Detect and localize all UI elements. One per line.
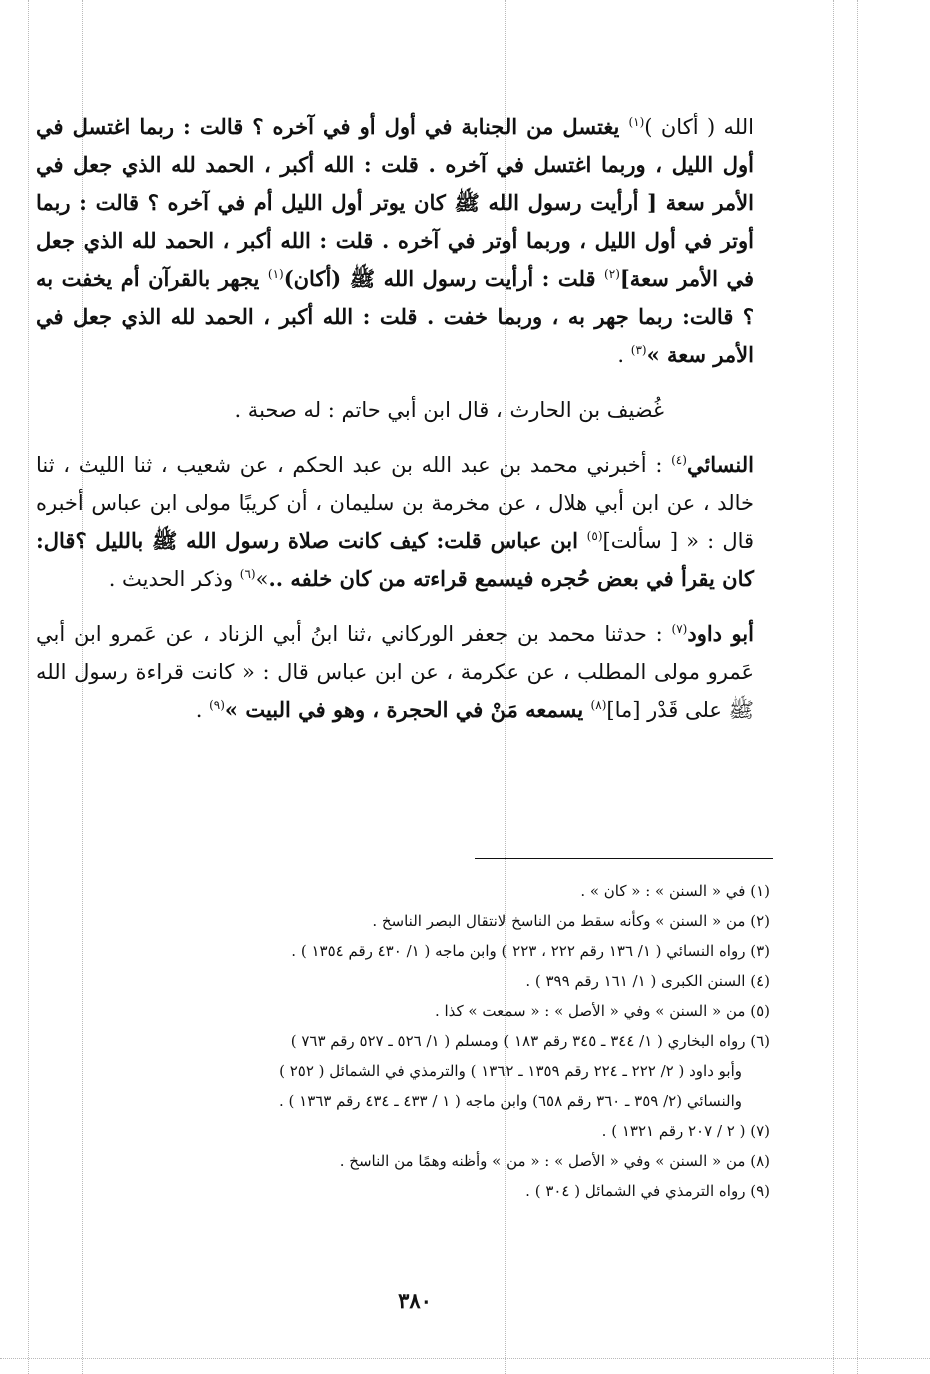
footnote-ref[interactable]: (٩) [209,698,225,712]
footnote-ref[interactable]: (٦) [239,567,256,581]
footnote-ref[interactable]: (١) [267,267,284,281]
paragraph-2 [36,391,754,429]
text-run: » [255,567,269,591]
footnote-separator [475,858,773,859]
text-run: يجهر بالقرآن أم يخفت به ؟ قالت: ربما جهر به ، وربما خفت . قلت : الله أكبر ، الحمد لله الذي جعل في الأمر سعة » [36,266,754,367]
text-run: ابن عباس قلت: كيف كانت صلاة رسول الله ﷺ بالليل ؟قال: كان يقرأ في بعض حُجره فيسمع قراءته من كان خلفه .. [36,528,754,591]
scan-guide-line [0,1358,930,1359]
footnote-ref[interactable]: (٨) [590,698,607,712]
footnote: (٣) رواه النسائي ( ١/ ١٣٦ رقم ٢٢٢ ، ٢٢٣ ) وابن ماجه ( ١/ ٤٣٠ رقم ١٣٥٤ ) . [291,942,770,960]
footnote: (٨) من « السنن » وفي « الأصل » : « من » وأظنه وهمًا من الناسخ . [339,1152,770,1170]
footnote: (٤) السنن الكبرى ( ١/ ١٦١ رقم ٣٩٩ ) . [525,972,770,990]
footnote-ref[interactable]: (١) [628,115,645,129]
footnote-ref[interactable]: (٥) [586,529,603,543]
scan-guide-line [28,0,29,1374]
text-run: : حدثنا محمد بن جعفر الوركاني ،ثنا ابنُ أبي الزناد ، عن عَمرو ابن أبي عَمرو مولى المطلب ، عن عكرمة ، عن ابن عباس قال : « كانت قراءة رسول الله ﷺ على قَدْر [ما] [36,622,754,722]
page-number: ٣٨٠ [398,1288,432,1313]
main-text [36,108,754,746]
text-run: غُضيف بن الحارث ، قال ابن أبي حاتم : له صحبة . [234,398,664,422]
footnote-ref[interactable]: (٤) [671,453,687,467]
text-run: . [617,343,631,367]
footnote: (٦) رواه البخاري ( ١/ ٣٤٤ ـ ٣٤٥ رقم ١٨٣ ) ومسلم ( ١/ ٥٢٦ ـ ٥٢٧ رقم ٧٦٣ ) [290,1032,770,1050]
scan-guide-line [857,0,858,1374]
narrator-name: أبو داود [687,621,754,646]
text-run: وذكر الحديث . [108,567,240,591]
footnotes [40,876,770,1206]
text-run: قلت : أرأيت رسول الله ﷺ (أكان) [283,266,605,291]
text-run: . [195,698,210,722]
paragraph-4 [36,615,754,729]
footnote: وأبو داود ( ٢/ ٢٢٢ ـ ٢٢٤ رقم ١٣٥٩ ـ ١٣٦٢ ) والترمذي في الشمائل ( ٢٥٢ ) [279,1062,742,1080]
footnote: (٧) ( ٢ / ٢٠٧ رقم ١٣٢١ ) . [601,1122,770,1140]
footnote-ref[interactable]: (٧) [671,622,688,636]
footnote: (٢) من « السنن » وكأنه سقط من الناسخ لانتقال البصر الناسخ . [372,912,770,930]
footnote: (٩) رواه الترمذي في الشمائل ( ٣٠٤ ) . [525,1182,770,1200]
paragraph-3 [36,446,754,598]
paragraph-1 [36,108,754,374]
narrator-name: النسائي [686,452,754,477]
scan-guide-line [833,0,834,1374]
footnote-ref[interactable]: (٣) [630,343,647,357]
text-run: يسمعه مَنْ في الحجرة ، وهو في البيت » [224,697,591,722]
footnote-ref[interactable]: (٢) [604,267,620,281]
text-run: يغتسل من الجنابة في أول أو في آخره ؟ قالت : ربما اغتسل في أول الليل ، وربما اغتسل في آخره . قلت : الله أكبر ، الحمد لله الذي جعل في الأمر سعة [ أرأيت رسول الله ﷺ كان يوتر أول الليل أم في آخره ؟ قالت : ربما أوتر في أول الليل ، وربما أوتر في آخره . قلت : الله أكبر ، الحمد لله الذي جعل في الأمر سعة] [36,114,754,291]
text-run: الله ( أكان ) [644,115,754,139]
footnote: والنسائي (٢/ ٣٥٩ ـ ٣٦٠ رقم ٦٥٨) وابن ماجه ( ١ / ٤٣٣ ـ ٤٣٤ رقم ١٣٦٣ ) . [278,1092,742,1110]
footnote: (١) في « السنن » : « كان » . [580,882,770,900]
footnote: (٥) من « السنن » وفي « الأصل » : « سمعت » كذا . [434,1002,770,1020]
text-run: : أخبرني محمد بن عبد الله بن عبد الحكم ، عن شعيب ، ثنا الليث ، ثنا خالد ، عن ابن أبي هلال ، عن مخرمة بن سليمان ، أن كريبًا مولى ابن عباس أخبره قال : « [ سألت] [36,453,755,553]
